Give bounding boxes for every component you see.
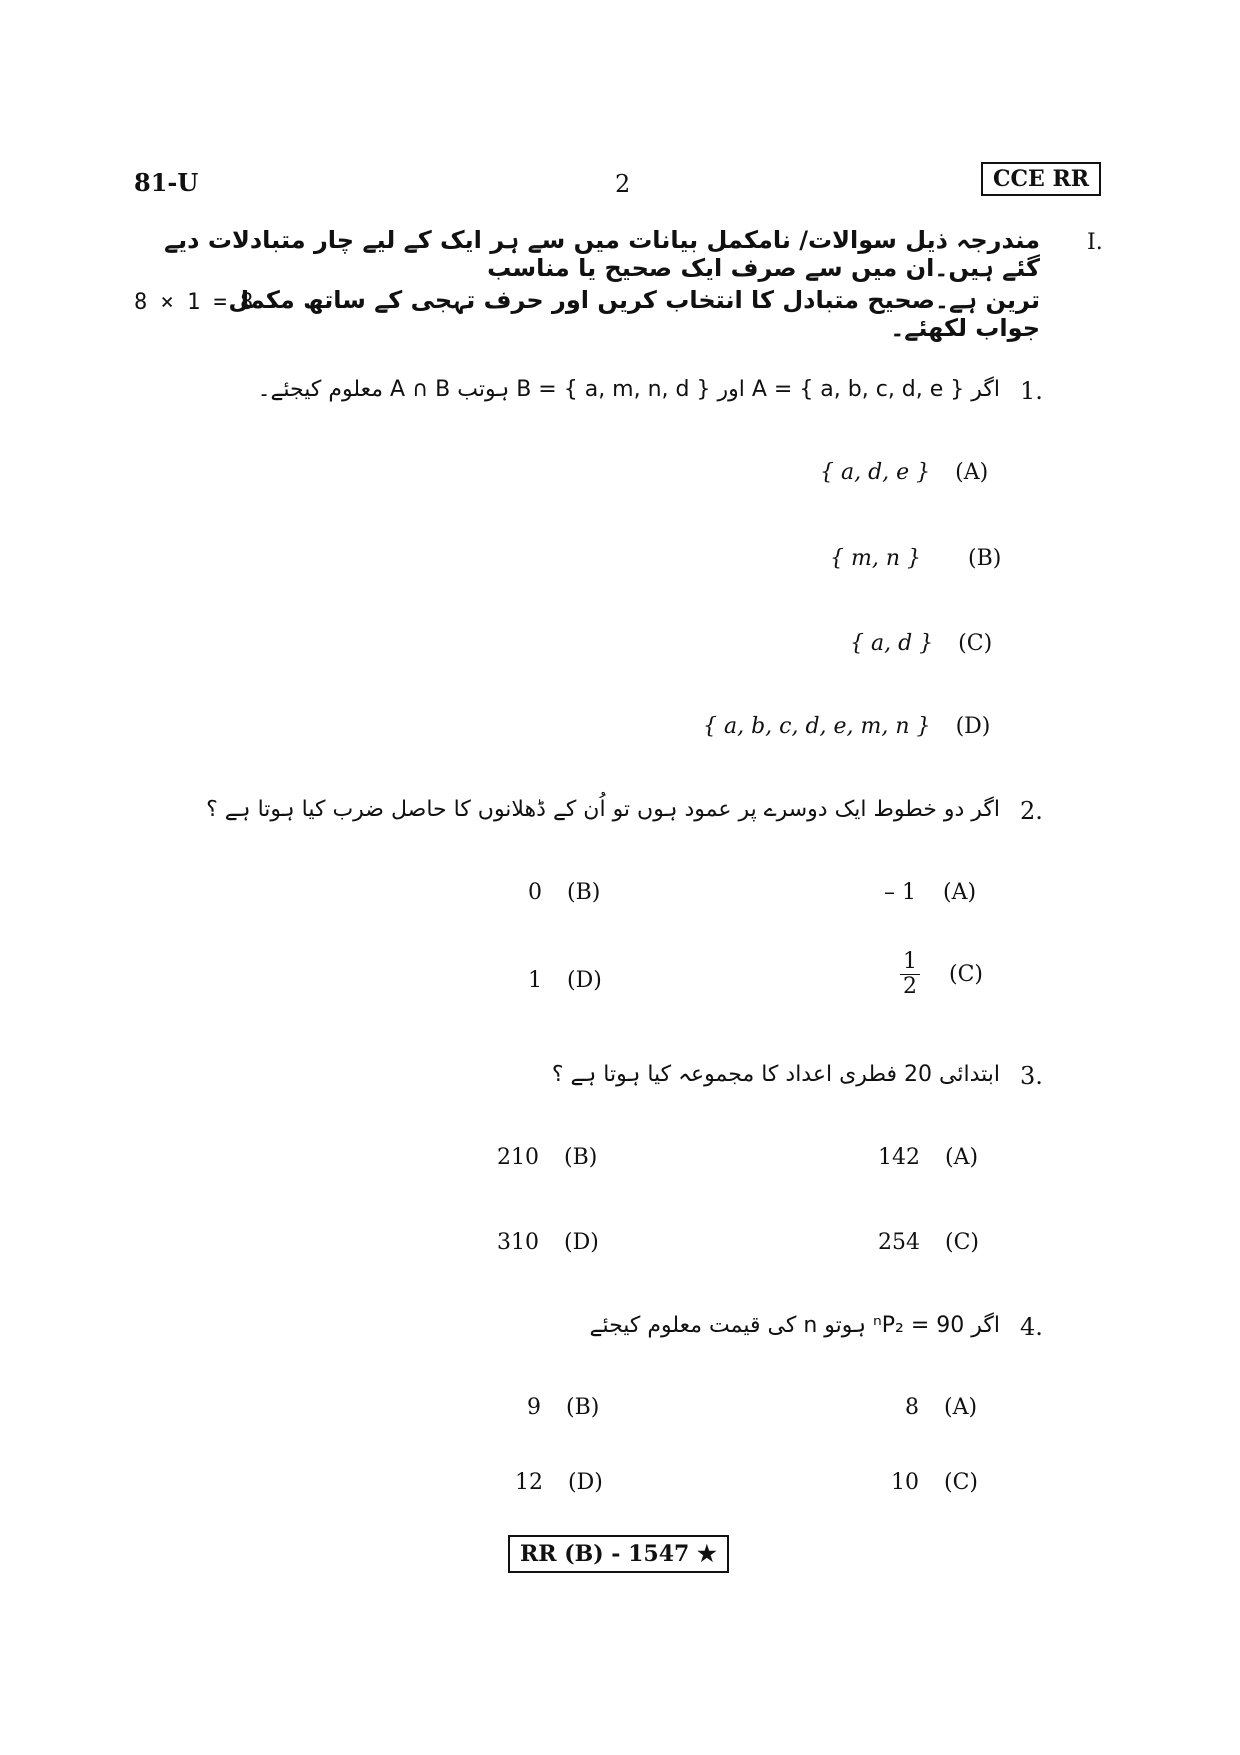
option-letter: (D) [955, 714, 991, 739]
question-text: اگر A = { a, b, c, d, e } اور B = { a, m, n, d } ہوتب A ∩ B معلوم کیجئے۔ [257, 377, 1000, 402]
option-letter: (B) [567, 880, 601, 905]
option-value: { a, d } [850, 631, 934, 656]
option-letter: (B) [566, 1395, 600, 1420]
question-number: 1. [1020, 377, 1043, 405]
option-letter: (C) [945, 1230, 979, 1255]
option-value: 9 [527, 1395, 541, 1420]
option-d [528, 968, 602, 993]
option-value: 310 [497, 1230, 539, 1255]
fraction-denominator: 2 [903, 974, 917, 1000]
option-letter: (B) [564, 1145, 598, 1170]
option-letter: (B) [968, 546, 1002, 571]
option-letter: (A) [955, 460, 989, 485]
option-a [820, 460, 988, 485]
section-number: I. [1087, 230, 1103, 255]
option-c [850, 631, 992, 656]
option-a [884, 880, 976, 905]
option-value: 142 [878, 1145, 920, 1170]
option-c [900, 950, 983, 999]
fraction-value [900, 950, 920, 999]
option-b [527, 1395, 599, 1420]
instruction-line-2: ترین ہے۔صحیح متبادل کا انتخاب کریں اور حرف تہجی کے ساتھ مکمل جواب لکھئے۔ [228, 286, 1040, 342]
option-value: 210 [497, 1145, 539, 1170]
option-value: 254 [878, 1230, 920, 1255]
option-value: { a, b, c, d, e, m, n } [703, 714, 931, 739]
option-d [515, 1470, 603, 1495]
option-b [830, 546, 1001, 571]
fraction-numerator: 1 [900, 950, 920, 975]
option-letter: (C) [944, 1470, 978, 1495]
option-value: { m, n } [830, 546, 921, 571]
paper-code: 81-U [134, 168, 199, 197]
question-text: اگر دو خطوط ایک دوسرے پر عمود ہوں تو اُن کے ڈھلانوں کا حاصل ضرب کیا ہوتا ہے ؟ [206, 797, 1000, 822]
option-letter: (D) [568, 1470, 603, 1495]
option-letter: (D) [567, 968, 602, 993]
option-letter: (C) [958, 631, 993, 656]
option-value: 8 [905, 1395, 919, 1420]
option-value: 1 [528, 968, 542, 993]
question-text: اگر ⁿP₂ = 90 ہوتو n کی قیمت معلوم کیجئے [589, 1313, 1000, 1338]
option-letter: (D) [564, 1230, 599, 1255]
instruction-line-1: مندرجہ ذیل سوالات/ نامکمل بیانات میں سے ہر ایک کے لیے چار متبادلات دیے گئے ہیں۔ان میں سے صرف ایک صحیح یا مناسب [164, 226, 1040, 282]
option-value: 0 [528, 880, 542, 905]
option-value: { a, d, e } [820, 460, 931, 485]
option-letter: (A) [943, 880, 977, 905]
option-a [878, 1145, 978, 1170]
option-b [528, 880, 600, 905]
question-text: ابتدائی 20 فطری اعداد کا مجموعہ کیا ہوتا ہے ؟ [551, 1062, 1000, 1087]
option-letter: (C) [949, 961, 983, 987]
option-a [905, 1395, 977, 1420]
option-c [878, 1230, 979, 1255]
marks-allocation: 8 × 1 = 8 [134, 290, 254, 315]
option-c [891, 1470, 978, 1495]
option-letter: (A) [945, 1145, 979, 1170]
option-d [497, 1230, 599, 1255]
page-number: 2 [615, 170, 631, 198]
option-letter: (A) [944, 1395, 978, 1420]
question-number: 4. [1020, 1313, 1043, 1341]
option-b [497, 1145, 597, 1170]
question-number: 2. [1020, 797, 1043, 825]
option-value: 12 [515, 1470, 543, 1495]
footer-code: RR (B) - 1547 ★ [508, 1535, 729, 1573]
option-value: – 1 [884, 880, 916, 905]
question-number: 3. [1020, 1062, 1043, 1090]
option-d [703, 714, 990, 739]
series-box: CCE RR [981, 162, 1101, 196]
option-value: 10 [891, 1470, 919, 1495]
